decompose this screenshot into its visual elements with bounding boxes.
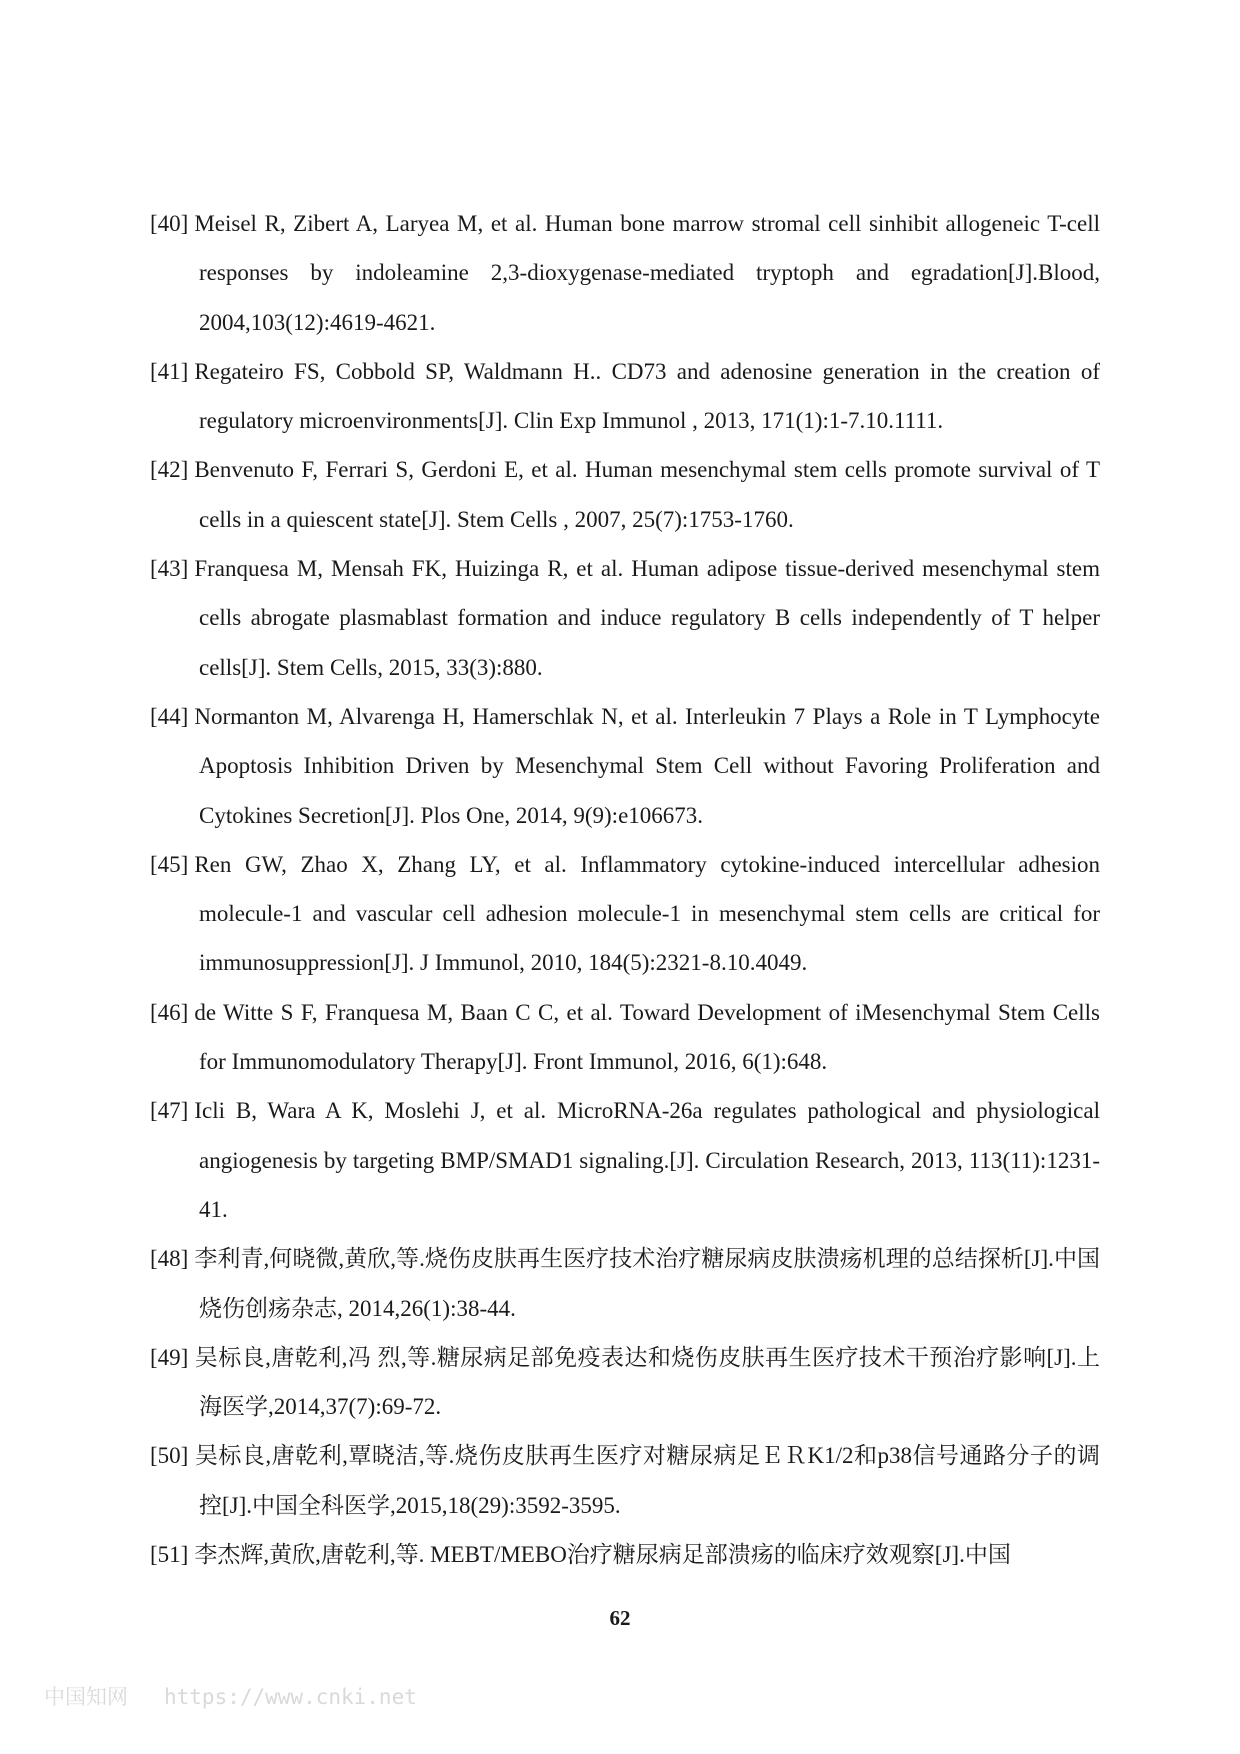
page-number: 62 (609, 1606, 631, 1630)
reference-label: [42] (150, 457, 189, 483)
reference-text: Normanton M, Alvarenga H, Hamerschlak N, et al. Interleukin 7 Plays a Role in T Lymphocyte Apoptosis Inhibition Driven by Mesenchymal Stem Cell without Favoring Proliferation and Cytokines Secretion[J]. Plos One, 2014, 9(9):e106673. (194, 703, 1100, 828)
reference-45 (150, 840, 1100, 988)
reference-list (150, 199, 1100, 1579)
reference-text: 吴标良,唐乾利,覃晓洁,等.烧伤皮肤再生医疗对糖尿病足ＥＲK1/2和p38信号通路分子的调控[J].中国全科医学,2015,18(29):3592-3595. (194, 1443, 1100, 1518)
reference-label: [49] (150, 1344, 189, 1370)
reference-46 (150, 988, 1100, 1087)
reference-label: [51] (150, 1542, 189, 1568)
reference-text: Icli B, Wara A K, Moslehi J, et al. MicroRNA-26a regulates pathological and physiological angiogenesis by targeting BMP/SMAD1 signaling.[J]. Circulation Research, 2013, 113(11):1231-41. (194, 1098, 1100, 1222)
reference-label: [50] (150, 1443, 189, 1469)
reference-text: Meisel R, Zibert A, Laryea M, et al. Human bone marrow stromal cell sinhibit allogeneic T-cell responses by indoleamine 2,3-dioxygenase-mediated tryptoph and egradation[J].Blood, 2004,103(12):4619-4621. (194, 211, 1100, 335)
watermark-name: 中国知网 (44, 1685, 128, 1709)
reference-label: [40] (150, 211, 189, 236)
reference-label: [48] (150, 1246, 189, 1272)
reference-51 (150, 1530, 1100, 1579)
reference-label: [45] (150, 851, 189, 877)
reference-49 (150, 1333, 1100, 1432)
reference-text: Franquesa M, Mensah FK, Huizinga R, et al. Human adipose tissue-derived mesenchymal stem cells abrogate plasmablast formation and induce regulatory B cells independently of T helper cells[J]. Stem Cells, 2015, 33(3):880. (194, 556, 1100, 680)
reference-label: [47] (150, 1098, 189, 1124)
reference-text: Regateiro FS, Cobbold SP, Waldmann H.. CD73 and adenosine generation in the creation of regulatory microenvironments[J]. Clin Exp Immunol , 2013, 171(1):1-7.10.1111. (194, 358, 1100, 434)
reference-50 (150, 1431, 1100, 1530)
reference-43 (150, 544, 1100, 692)
reference-text: Ren GW, Zhao X, Zhang LY, et al. Inflammatory cytokine-induced intercellular adhesion molecule-1 and vascular cell adhesion molecule-1 in mesenchymal stem cells are critical for immunosuppression[J]. J Immunol, 2010, 184(5):2321-8.10.4049. (194, 851, 1100, 976)
reference-label: [46] (150, 999, 189, 1025)
reference-47 (150, 1086, 1100, 1234)
reference-label: [41] (150, 358, 189, 384)
reference-label: [43] (150, 556, 189, 582)
reference-41 (150, 347, 1100, 446)
watermark (44, 1681, 417, 1711)
watermark-url: https://www.cnki.net (164, 1685, 417, 1709)
reference-42 (150, 445, 1100, 544)
reference-44 (150, 692, 1100, 840)
reference-40 (150, 199, 1100, 347)
reference-text: Benvenuto F, Ferrari S, Gerdoni E, et al. Human mesenchymal stem cells promote survival of T cells in a quiescent state[J]. Stem Cells , 2007, 25(7):1753-1760. (194, 457, 1100, 532)
reference-text: de Witte S F, Franquesa M, Baan C C, et al. Toward Development of iMesenchymal Stem Cells for Immunomodulatory Therapy[J]. Front Immunol, 2016, 6(1):648. (194, 999, 1100, 1075)
reference-label: [44] (150, 703, 189, 729)
reference-text: 吴标良,唐乾利,冯 烈,等.糖尿病足部免疫表达和烧伤皮肤再生医疗技术干预治疗影响[J].上海医学,2014,37(7):69-72. (194, 1344, 1100, 1420)
reference-48 (150, 1234, 1100, 1333)
reference-text: 李杰辉,黄欣,唐乾利,等. MEBT/MEBO治疗糖尿病足部溃疡的临床疗效观察[J].中国 (194, 1542, 1011, 1568)
reference-text: 李利青,何晓微,黄欣,等.烧伤皮肤再生医疗技术治疗糖尿病皮肤溃疡机理的总结探析[J].中国烧伤创疡杂志, 2014,26(1):38-44. (194, 1246, 1100, 1321)
